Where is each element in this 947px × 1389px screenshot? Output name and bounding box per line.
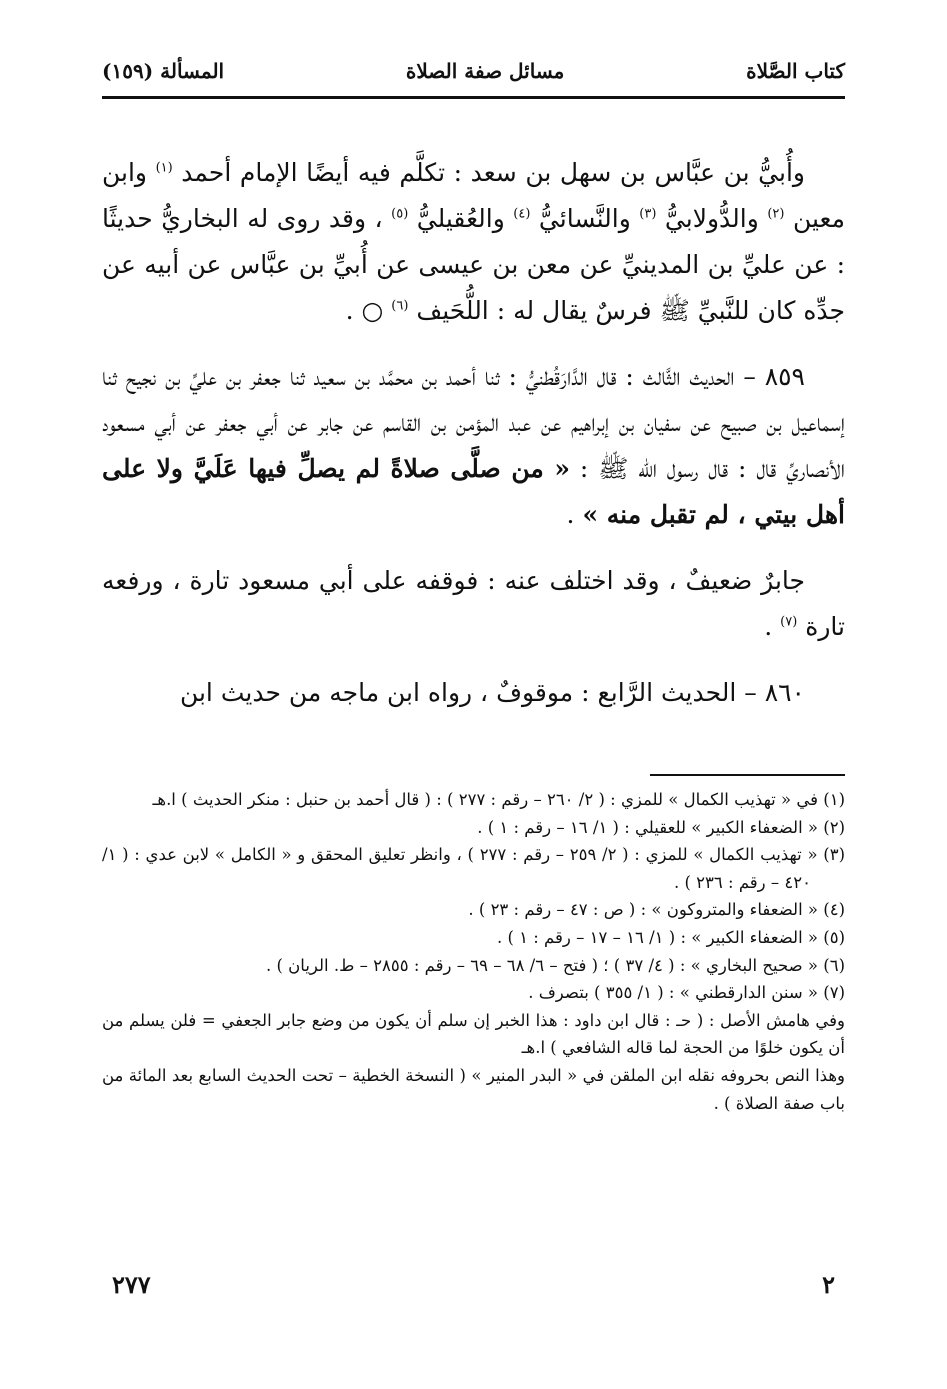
text-run: والعُقيليُّ	[408, 204, 514, 233]
footnote-note: وفي هامش الأصل : ( حـ : قال ابن داود : هذا الخبر إن سلم أن يكون من وضع جابر الجعفي = فلن يسلم من أن يكون خلوًا من الحجة لما قاله الشافعي ) ا.هـ	[102, 1010, 845, 1058]
text-run: ، وقد روى له البخاريُّ حديثًا : عن عليِّ بن المدينيِّ عن معن بن عيسى عن أُبيِّ بن عبَّاس عن أبيه عن جدِّه كان للنَّبيِّ ﷺ فرسٌ يقال له : اللُّحَيف	[102, 204, 845, 325]
footnote: (٤) « الضعفاء والمتروكون » : ( ص : ٤٧ – رقم : ٢٣ ) .	[468, 900, 845, 920]
footnote-ref: (١)	[155, 160, 173, 176]
header-book-title: كتاب الصَّلاة	[746, 59, 845, 83]
header-rule	[102, 96, 845, 99]
hadith-quote: « من صلَّى صلاةً لم يصلِّ فيها عَلَيَّ ولا على أهل بيتي ، لم تقبل منه »	[102, 454, 845, 529]
footnote-note: وهذا النص بحروفه نقله ابن الملقن في « البدر المنير » ( النسخة الخطية – تحت الحديث السابع بعد المائة من باب صفة الصلاة ) .	[102, 1065, 845, 1113]
header-issue-number: المسألة (١٥٩)	[102, 59, 225, 83]
footnote-ref: (٦)	[391, 298, 409, 314]
footnotes	[102, 786, 845, 1117]
text-run: وأُبيُّ بن عبَّاس بن سهل بن سعد : تكلَّم فيه أيضًا الإمام أحمد	[172, 158, 805, 187]
footnote: (١) في « تهذيب الكمال » للمزي : ( ٢/ ٢٦٠ – رقم : ٢٧٧ ) : ( قال أحمد بن حنبل : منكر الحديث ) ا.هـ	[152, 790, 845, 809]
volume-number: ٢	[822, 1269, 835, 1299]
text-run: وابن معين	[102, 158, 845, 233]
footnote-separator	[650, 774, 845, 776]
text-run: .	[764, 612, 781, 641]
text-run: .	[566, 500, 583, 529]
running-header	[102, 54, 845, 88]
text-run: جابرٌ ضعيفٌ ، وقد اختلف عنه : فوقفه على أبي مسعود تارة ، ورفعه تارة	[102, 566, 845, 641]
text-run: والنَّسائيُّ	[530, 204, 640, 233]
footnote-ref: (٢)	[767, 206, 785, 222]
footnote: (٢) « الضعفاء الكبير » للعقيلي : ( ١/ ١٦ – رقم : ١ ) .	[477, 817, 845, 837]
header-chapter-title: مسائل صفة الصلاة	[405, 59, 565, 83]
paragraph	[102, 354, 845, 538]
footnote: (٦) « صحيح البخاري » : ( ٤/ ٣٧ ) ؛ ( فتح – ٦/ ٦٨ – ٦٩ – رقم : ٢٨٥٥ – ط. الريان ) .	[266, 955, 845, 975]
footnote-ref: (٣)	[639, 206, 657, 222]
text-run: والدُّولابيُّ	[656, 204, 768, 233]
footnote-ref: (٤)	[513, 206, 531, 222]
text-run: ○ .	[345, 296, 392, 325]
paragraph	[102, 558, 845, 650]
paragraph	[102, 150, 845, 334]
footnote: (٣) « تهذيب الكمال » للمزي : ( ٢/ ٢٥٩ – رقم : ٢٧٧ ) ، وانظر تعليق المحقق و « الكامل » لابن عدي : ( ١/ ٤٢٠ – رقم : ٢٣٦ ) .	[102, 845, 845, 892]
main-text	[102, 150, 845, 736]
text-run: ٨٦٠ – الحديث الرَّابع : موقوفٌ ، رواه ابن ماجه من حديث ابن	[179, 678, 805, 707]
footnote-ref: (٥)	[391, 206, 409, 222]
page-number: ٢٧٧	[112, 1269, 151, 1299]
footnote: (٥) « الضعفاء الكبير » : ( ١/ ١٦ – ١٧ – رقم : ١ ) .	[496, 927, 845, 947]
footnote-ref: (٧)	[780, 614, 798, 630]
page-footer	[112, 1264, 835, 1304]
text-run: ٨٥٩ – الحديث الثَّالث : قال الدَّارَقُطنيُّ : ثنا أحمد بن محمَّد بن سعيد ثنا جعفر بن عليِّ بن نجيح ثنا إسماعيل بن صبيح عن سفيان بن إبراهيم عن عبد المؤمن بن القاسم عن جابر عن أبي جعفر عن أبي مسعود الأنصاريِّ قال : قال رسول الله ﷺ :	[102, 362, 845, 483]
footnote: (٧) « سنن الدارقطني » : ( ١/ ٣٥٥ ) بتصرف .	[528, 983, 845, 1003]
paragraph	[102, 670, 845, 716]
